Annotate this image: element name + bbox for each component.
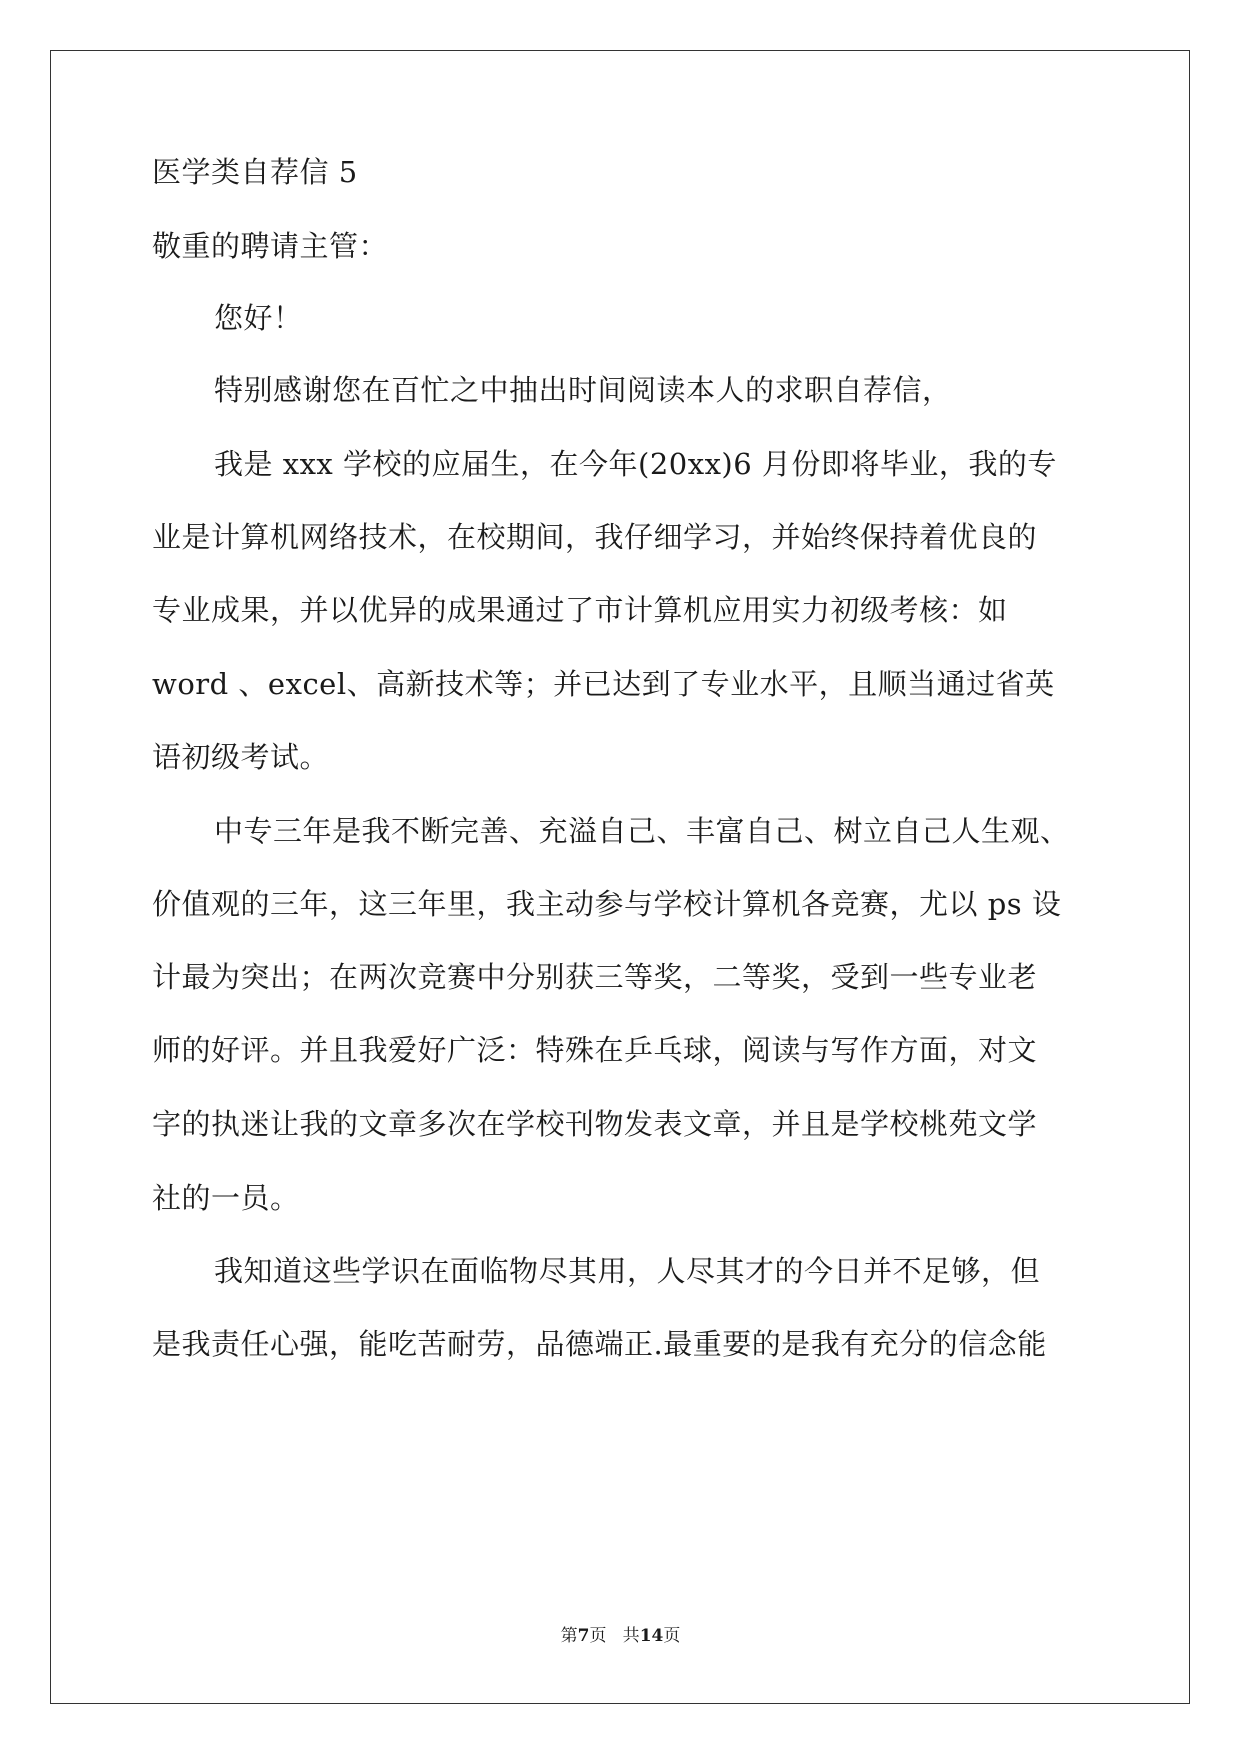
paragraph-line: 我是 xxx 学校的应届生，在今年(20xx)6 月份即将毕业，我的专: [214, 447, 1057, 481]
paragraph-line: 特别感谢您在百忙之中抽出时间阅读本人的求职自荐信，: [214, 373, 952, 407]
footer-middle: 页 共: [589, 1626, 640, 1646]
paragraph-line: 我知道这些学识在面临物尽其用，人尽其才的今日并不足够，但: [214, 1254, 1041, 1288]
footer-prefix: 第: [560, 1626, 578, 1646]
total-pages-number: 14: [639, 1626, 664, 1646]
current-page-number: 7: [577, 1626, 590, 1646]
salutation: 敬重的聘请主管：: [152, 229, 389, 263]
paragraph-line: 价值观的三年，这三年里，我主动参与学校计算机各竞赛，尤以 ps 设: [152, 887, 1062, 921]
paragraph-line: 字的执迷让我的文章多次在学校刊物发表文章，并且是学校桃苑文学: [152, 1107, 1038, 1141]
paragraph-line: 计最为突出；在两次竞赛中分别获三等奖，二等奖，受到一些专业老: [152, 960, 1038, 994]
paragraph-line: 师的好评。并且我爱好广泛：特殊在乒乓球，阅读与写作方面，对文: [152, 1033, 1038, 1067]
footer-suffix: 页: [663, 1626, 681, 1646]
document-title: 医学类自荐信 5: [152, 155, 358, 189]
paragraph-line: 社的一员。: [152, 1181, 300, 1215]
paragraph-line: 语初级考试。: [152, 740, 330, 774]
paragraph-line: 业是计算机网络技术，在校期间，我仔细学习，并始终保持着优良的: [152, 520, 1038, 554]
greeting: 您好！: [214, 301, 303, 335]
paragraph-line: 专业成果，并以优异的成果通过了市计算机应用实力初级考核：如: [152, 593, 1008, 627]
paragraph-line: word 、excel、高新技术等；并已达到了专业水平，且顺当通过省英: [152, 667, 1055, 701]
paragraph-line: 是我责任心强，能吃苦耐劳，品德端正.最重要的是我有充分的信念能: [152, 1327, 1047, 1361]
paragraph-line: 中专三年是我不断完善、充溢自己、丰富自己、树立自己人生观、: [214, 814, 1070, 848]
page-footer: [0, 1624, 1241, 1648]
